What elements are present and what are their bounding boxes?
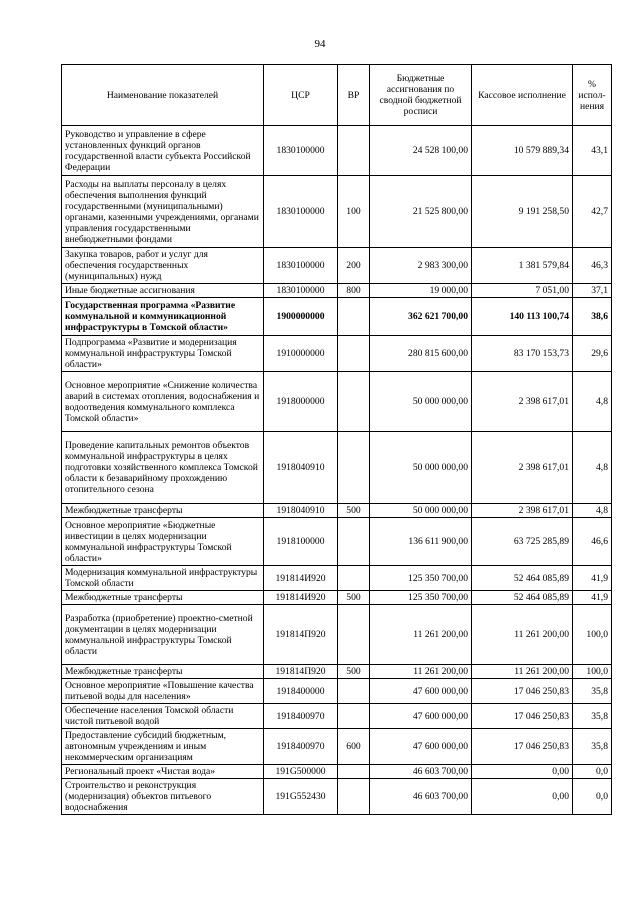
cell-csr: 191814П920	[264, 665, 338, 679]
cell-name: Подпрограмма «Развитие и модернизация коммунальной инфраструктуры Томской области»	[62, 336, 264, 372]
cell-pct: 4,8	[573, 504, 612, 518]
cell-pct: 0,0	[573, 765, 612, 779]
cell-csr: 1918400970	[264, 704, 338, 729]
cell-pct: 43,1	[573, 126, 612, 176]
cell-csr: 1830100000	[264, 284, 338, 298]
cell-name: Государственная программа «Развитие коммунальной и коммуникационной инфраструктуры в Томской области»	[62, 298, 264, 336]
cell-budget: 125 350 700,00	[370, 591, 472, 605]
cell-vr: 100	[338, 176, 370, 248]
cell-budget: 21 525 800,00	[370, 176, 472, 248]
cell-csr: 1900000000	[264, 298, 338, 336]
table-row	[62, 432, 612, 504]
cell-vr	[338, 298, 370, 336]
cell-vr	[338, 336, 370, 372]
cell-csr: 1918100000	[264, 518, 338, 566]
cell-budget: 47 600 000,00	[370, 679, 472, 704]
cell-pct: 37,1	[573, 284, 612, 298]
table-row	[62, 591, 612, 605]
cell-csr: 191G500000	[264, 765, 338, 779]
cell-vr	[338, 765, 370, 779]
cell-exec: 9 191 258,50	[472, 176, 573, 248]
cell-vr: 500	[338, 665, 370, 679]
cell-budget: 50 000 000,00	[370, 504, 472, 518]
header-budget: Бюджетные ассигнования по сводной бюджетной росписи	[370, 65, 472, 126]
table-row	[62, 248, 612, 284]
table-row	[62, 665, 612, 679]
cell-budget: 362 621 700,00	[370, 298, 472, 336]
table-row	[62, 518, 612, 566]
cell-vr	[338, 518, 370, 566]
cell-budget: 50 000 000,00	[370, 432, 472, 504]
budget-table	[61, 64, 612, 815]
cell-exec: 52 464 085,89	[472, 566, 573, 591]
cell-budget: 280 815 600,00	[370, 336, 472, 372]
cell-exec: 83 170 153,73	[472, 336, 573, 372]
cell-csr: 191G552430	[264, 779, 338, 815]
cell-csr: 1918040910	[264, 432, 338, 504]
table-row	[62, 504, 612, 518]
cell-exec: 0,00	[472, 779, 573, 815]
cell-exec: 2 398 617,01	[472, 372, 573, 432]
cell-csr: 1830100000	[264, 126, 338, 176]
cell-pct: 41,9	[573, 591, 612, 605]
cell-name: Строительство и реконструкция (модернизация) объектов питьевого водоснабжения	[62, 779, 264, 815]
cell-csr: 1830100000	[264, 176, 338, 248]
header-name: Наименование показателей	[62, 65, 264, 126]
cell-name: Межбюджетные трансферты	[62, 591, 264, 605]
cell-exec: 1 381 579,84	[472, 248, 573, 284]
cell-csr: 1910000000	[264, 336, 338, 372]
cell-exec: 63 725 285,89	[472, 518, 573, 566]
cell-vr	[338, 372, 370, 432]
cell-csr: 1918400000	[264, 679, 338, 704]
table-row	[62, 298, 612, 336]
cell-vr	[338, 605, 370, 665]
cell-pct: 38,6	[573, 298, 612, 336]
cell-name: Основное мероприятие «Повышение качества питьевой воды для населения»	[62, 679, 264, 704]
cell-budget: 125 350 700,00	[370, 566, 472, 591]
cell-name: Межбюджетные трансферты	[62, 665, 264, 679]
cell-vr	[338, 126, 370, 176]
cell-vr: 200	[338, 248, 370, 284]
header-exec: Кассовое исполнение	[472, 65, 573, 126]
cell-exec: 52 464 085,89	[472, 591, 573, 605]
cell-name: Предоставление субсидий бюджетным, автономным учреждениям и иным некоммерческим организациям	[62, 729, 264, 765]
table-row	[62, 566, 612, 591]
cell-csr: 1830100000	[264, 248, 338, 284]
cell-pct: 100,0	[573, 665, 612, 679]
table-row	[62, 372, 612, 432]
cell-name: Разработка (приобретение) проектно-сметной документации в целях модернизации коммунальной инфраструктуры Томской области	[62, 605, 264, 665]
cell-exec: 10 579 889,34	[472, 126, 573, 176]
cell-exec: 17 046 250,83	[472, 729, 573, 765]
cell-pct: 35,8	[573, 704, 612, 729]
table-row	[62, 336, 612, 372]
cell-vr	[338, 704, 370, 729]
table-row	[62, 704, 612, 729]
cell-pct: 4,8	[573, 372, 612, 432]
cell-exec: 17 046 250,83	[472, 679, 573, 704]
cell-exec: 2 398 617,01	[472, 432, 573, 504]
cell-vr: 500	[338, 504, 370, 518]
cell-budget: 46 603 700,00	[370, 779, 472, 815]
cell-pct: 42,7	[573, 176, 612, 248]
table-row	[62, 176, 612, 248]
cell-exec: 7 051,00	[472, 284, 573, 298]
cell-vr: 800	[338, 284, 370, 298]
cell-budget: 11 261 200,00	[370, 665, 472, 679]
header-csr: ЦСР	[264, 65, 338, 126]
table-header-row	[62, 65, 612, 126]
cell-pct: 35,8	[573, 679, 612, 704]
cell-budget: 2 983 300,00	[370, 248, 472, 284]
cell-pct: 46,6	[573, 518, 612, 566]
cell-csr: 191814П920	[264, 605, 338, 665]
cell-csr: 1918000000	[264, 372, 338, 432]
cell-budget: 47 600 000,00	[370, 729, 472, 765]
cell-budget: 11 261 200,00	[370, 605, 472, 665]
cell-name: Закупка товаров, работ и услуг для обеспечения государственных (муниципальных) нужд	[62, 248, 264, 284]
cell-pct: 4,8	[573, 432, 612, 504]
cell-name: Основное мероприятие «Снижение количества аварий в системах отопления, водоснабжения и водоотведения коммунального комплекса Томской области»	[62, 372, 264, 432]
cell-exec: 2 398 617,01	[472, 504, 573, 518]
cell-name: Обеспечение населения Томской области чистой питьевой водой	[62, 704, 264, 729]
page-number: 94	[314, 38, 326, 50]
cell-name: Модернизация коммунальной инфраструктуры Томской области	[62, 566, 264, 591]
cell-budget: 50 000 000,00	[370, 372, 472, 432]
cell-pct: 35,8	[573, 729, 612, 765]
cell-pct: 46,3	[573, 248, 612, 284]
cell-name: Межбюджетные трансферты	[62, 504, 264, 518]
cell-exec: 140 113 100,74	[472, 298, 573, 336]
cell-exec: 11 261 200,00	[472, 665, 573, 679]
table-row	[62, 126, 612, 176]
table-row	[62, 765, 612, 779]
cell-vr	[338, 566, 370, 591]
cell-budget: 46 603 700,00	[370, 765, 472, 779]
table-row	[62, 284, 612, 298]
cell-csr: 191814И920	[264, 591, 338, 605]
cell-csr: 191814И920	[264, 566, 338, 591]
cell-budget: 47 600 000,00	[370, 704, 472, 729]
table-body	[62, 126, 612, 815]
cell-vr: 500	[338, 591, 370, 605]
cell-vr: 600	[338, 729, 370, 765]
cell-budget: 136 611 900,00	[370, 518, 472, 566]
cell-pct: 100,0	[573, 605, 612, 665]
cell-csr: 1918040910	[264, 504, 338, 518]
table-row	[62, 679, 612, 704]
cell-vr	[338, 679, 370, 704]
cell-budget: 19 000,00	[370, 284, 472, 298]
table-row	[62, 779, 612, 815]
cell-csr: 1918400970	[264, 729, 338, 765]
table-row	[62, 729, 612, 765]
cell-name: Руководство и управление в сфере установленных функций органов государственной власти субъекта Российской Федерации	[62, 126, 264, 176]
cell-name: Иные бюджетные ассигнования	[62, 284, 264, 298]
cell-exec: 11 261 200,00	[472, 605, 573, 665]
cell-name: Проведение капитальных ремонтов объектов коммунальной инфраструктуры в целях подготовки хозяйственного комплекса Томской области к безаварийному прохождению отопительного сезона	[62, 432, 264, 504]
cell-pct: 41,9	[573, 566, 612, 591]
cell-pct: 0,0	[573, 779, 612, 815]
cell-name: Основное мероприятие «Бюджетные инвестиции в целях модернизации коммунальной инфраструктуры Томской области»	[62, 518, 264, 566]
cell-name: Расходы на выплаты персоналу в целях обеспечения выполнения функций государственными (муниципальными) органами, казенными учреждениями, органами управления государственными внебюджетными фондами	[62, 176, 264, 248]
cell-exec: 0,00	[472, 765, 573, 779]
header-pct: % испол-нения	[573, 65, 612, 126]
cell-budget: 24 528 100,00	[370, 126, 472, 176]
cell-exec: 17 046 250,83	[472, 704, 573, 729]
cell-vr	[338, 432, 370, 504]
header-vr: ВР	[338, 65, 370, 126]
cell-pct: 29,6	[573, 336, 612, 372]
cell-name: Региональный проект «Чистая вода»	[62, 765, 264, 779]
table-row	[62, 605, 612, 665]
cell-vr	[338, 779, 370, 815]
